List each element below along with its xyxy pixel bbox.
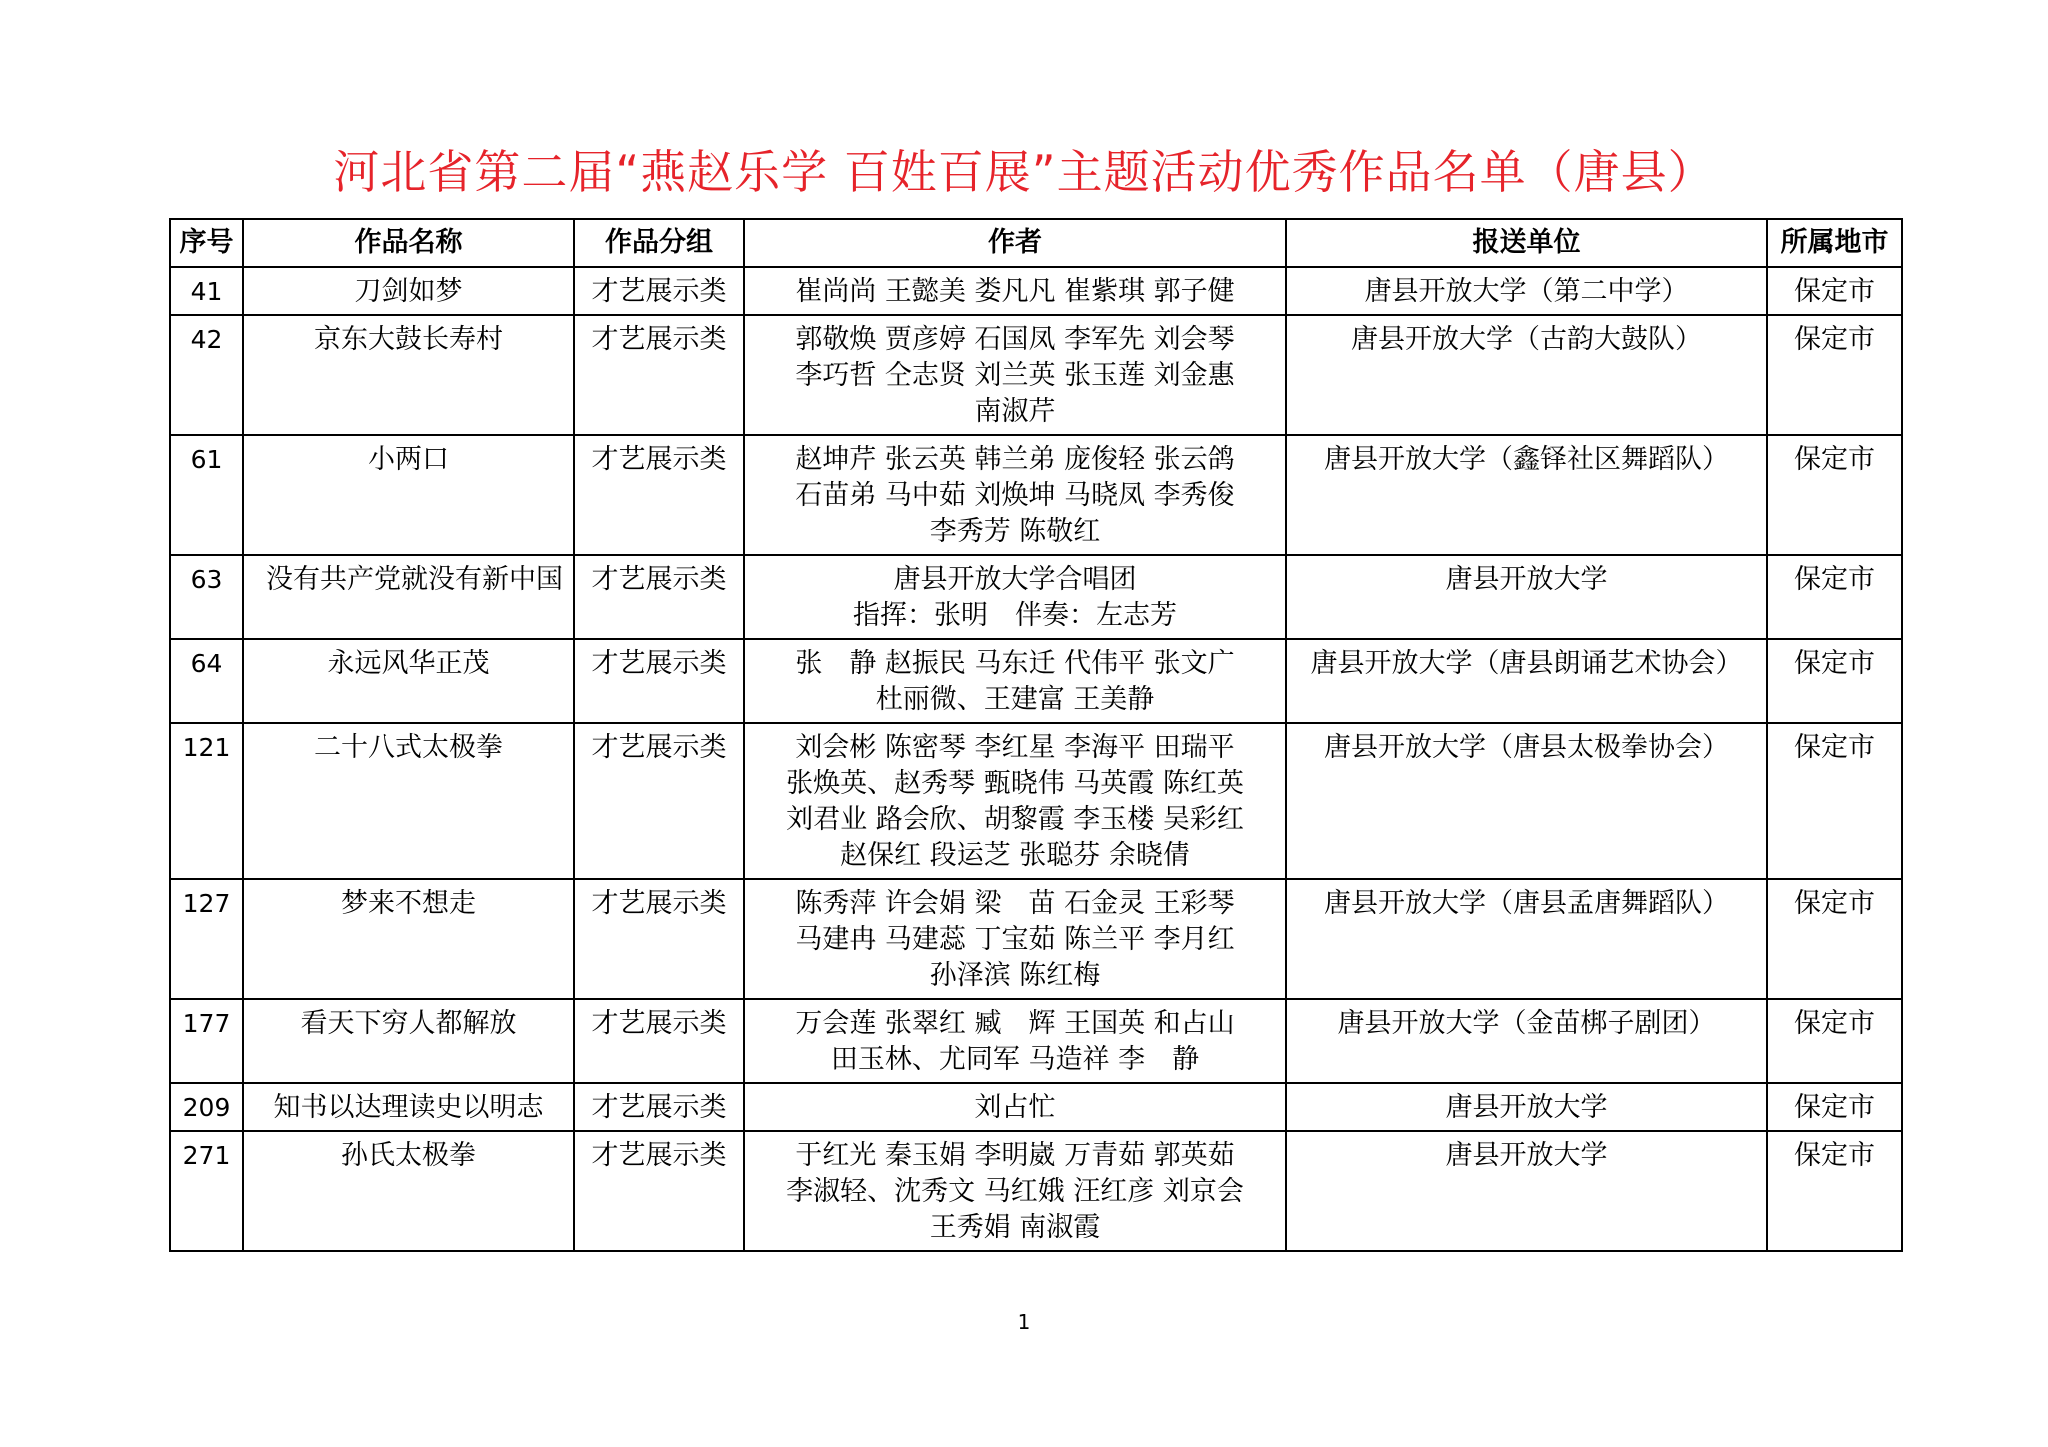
authors-cell [744,639,1286,723]
group-cell: 才艺展示类 [574,267,744,315]
table-row [170,639,1902,723]
serial-cell: 63 [170,555,243,639]
header-authors: 作者 [744,219,1286,267]
work-name-cell: 没有共产党就没有新中国 [243,555,574,639]
work-name-cell: 永远风华正茂 [243,639,574,723]
work-name-cell: 看天下穷人都解放 [243,999,574,1083]
table-row [170,879,1902,999]
serial-cell: 271 [170,1131,243,1251]
city-cell: 保定市 [1767,315,1902,435]
serial-cell: 121 [170,723,243,879]
table-row [170,267,1902,315]
city-cell: 保定市 [1767,267,1902,315]
author-line: 万会莲 张翠红 臧 辉 王国英 和占山 [795,1008,1235,1039]
city-cell: 保定市 [1767,879,1902,999]
author-line: 郭敬焕 贾彦婷 石国凤 李军先 刘会琴 [795,324,1235,355]
city-cell: 保定市 [1767,723,1902,879]
city-cell: 保定市 [1767,1131,1902,1251]
author-line: 杜丽微、王建富 王美静 [875,684,1155,715]
header-group: 作品分组 [574,219,744,267]
serial-cell: 209 [170,1083,243,1131]
authors-cell [744,1131,1286,1251]
group-cell: 才艺展示类 [574,639,744,723]
author-line: 张焕英、赵秀琴 甄晓伟 马英霞 陈红英 [786,768,1244,799]
author-line: 刘占忙 [974,1092,1056,1123]
author-line: 崔尚尚 王懿美 娄凡凡 崔紫琪 郭子健 [795,276,1235,307]
table-row [170,555,1902,639]
city-cell: 保定市 [1767,639,1902,723]
table-row [170,315,1902,435]
unit-cell: 唐县开放大学（唐县朗诵艺术协会） [1286,639,1767,723]
authors-cell [744,723,1286,879]
unit-cell: 唐县开放大学 [1286,1131,1767,1251]
group-cell: 才艺展示类 [574,435,744,555]
authors-cell [744,435,1286,555]
city-cell: 保定市 [1767,435,1902,555]
author-line: 石苗弟 马中茹 刘焕坤 马晓凤 李秀俊 [795,480,1235,511]
work-name-cell: 刀剑如梦 [243,267,574,315]
authors-cell [744,1083,1286,1131]
serial-cell: 61 [170,435,243,555]
authors-cell [744,879,1286,999]
serial-cell: 42 [170,315,243,435]
unit-cell: 唐县开放大学（古韵大鼓队） [1286,315,1767,435]
author-line: 陈秀萍 许会娟 梁 苗 石金灵 王彩琴 [795,888,1235,919]
serial-cell: 177 [170,999,243,1083]
author-line: 张 静 赵振民 马东迁 代伟平 张文广 [795,648,1235,679]
work-name-cell: 二十八式太极拳 [243,723,574,879]
group-cell: 才艺展示类 [574,1131,744,1251]
serial-cell: 64 [170,639,243,723]
author-line: 指挥：张明 伴奏：左志芳 [853,600,1177,631]
author-line: 马建冉 马建蕊 丁宝茹 陈兰平 李月红 [795,924,1235,955]
author-line: 孙泽滨 陈红梅 [929,960,1101,991]
serial-cell: 41 [170,267,243,315]
author-line: 田玉林、尤同军 马造祥 李 静 [830,1044,1200,1075]
group-cell: 才艺展示类 [574,723,744,879]
author-line: 唐县开放大学合唱团 [893,564,1137,595]
authors-cell [744,555,1286,639]
work-name-cell: 知书以达理读史以明志 [243,1083,574,1131]
unit-cell: 唐县开放大学 [1286,555,1767,639]
author-line: 李淑轻、沈秀文 马红娥 汪红彦 刘京会 [786,1176,1244,1207]
work-name-cell: 孙氏太极拳 [243,1131,574,1251]
author-line: 南淑芹 [974,396,1056,427]
header-serial: 序号 [170,219,243,267]
work-name-cell: 京东大鼓长寿村 [243,315,574,435]
table-row [170,1131,1902,1251]
city-cell: 保定市 [1767,999,1902,1083]
author-line: 赵坤芹 张云英 韩兰弟 庞俊轻 张云鸽 [795,444,1235,475]
document-title: 河北省第二届“燕赵乐学 百姓百展”主题活动优秀作品名单（唐县） [333,145,1715,199]
unit-cell: 唐县开放大学（鑫铎社区舞蹈队） [1286,435,1767,555]
group-cell: 才艺展示类 [574,315,744,435]
work-name-cell: 小两口 [243,435,574,555]
author-line: 李秀芳 陈敬红 [929,516,1101,547]
group-cell: 才艺展示类 [574,1083,744,1131]
author-line: 于红光 秦玉娟 李明崴 万青茹 郭英茹 [795,1140,1235,1171]
author-line: 刘君业 路会欣、胡黎霞 李玉楼 吴彩红 [786,804,1244,835]
header-work-name: 作品名称 [243,219,574,267]
header-city: 所属地市 [1767,219,1902,267]
table-row [170,999,1902,1083]
author-line: 王秀娟 南淑霞 [929,1212,1101,1243]
table-row [170,723,1902,879]
page-number: 1 [1017,1310,1031,1334]
table-row [170,435,1902,555]
author-line: 李巧哲 仝志贤 刘兰英 张玉莲 刘金惠 [795,360,1235,391]
author-line: 刘会彬 陈密琴 李红星 李海平 田瑞平 [795,732,1235,763]
authors-cell [744,999,1286,1083]
table-row [170,1083,1902,1131]
header-unit: 报送单位 [1286,219,1767,267]
unit-cell: 唐县开放大学（第二中学） [1286,267,1767,315]
city-cell: 保定市 [1767,555,1902,639]
authors-cell [744,267,1286,315]
city-cell: 保定市 [1767,1083,1902,1131]
unit-cell: 唐县开放大学（金苗梆子剧团） [1286,999,1767,1083]
authors-cell [744,315,1286,435]
unit-cell: 唐县开放大学 [1286,1083,1767,1131]
group-cell: 才艺展示类 [574,555,744,639]
group-cell: 才艺展示类 [574,879,744,999]
work-name-cell: 梦来不想走 [243,879,574,999]
author-line: 赵保红 段运芝 张聪芬 余晓倩 [840,840,1190,871]
award-list-table [169,218,1903,1252]
serial-cell: 127 [170,879,243,999]
unit-cell: 唐县开放大学（唐县太极拳协会） [1286,723,1767,879]
table-header-row [170,219,1902,267]
group-cell: 才艺展示类 [574,999,744,1083]
unit-cell: 唐县开放大学（唐县孟唐舞蹈队） [1286,879,1767,999]
